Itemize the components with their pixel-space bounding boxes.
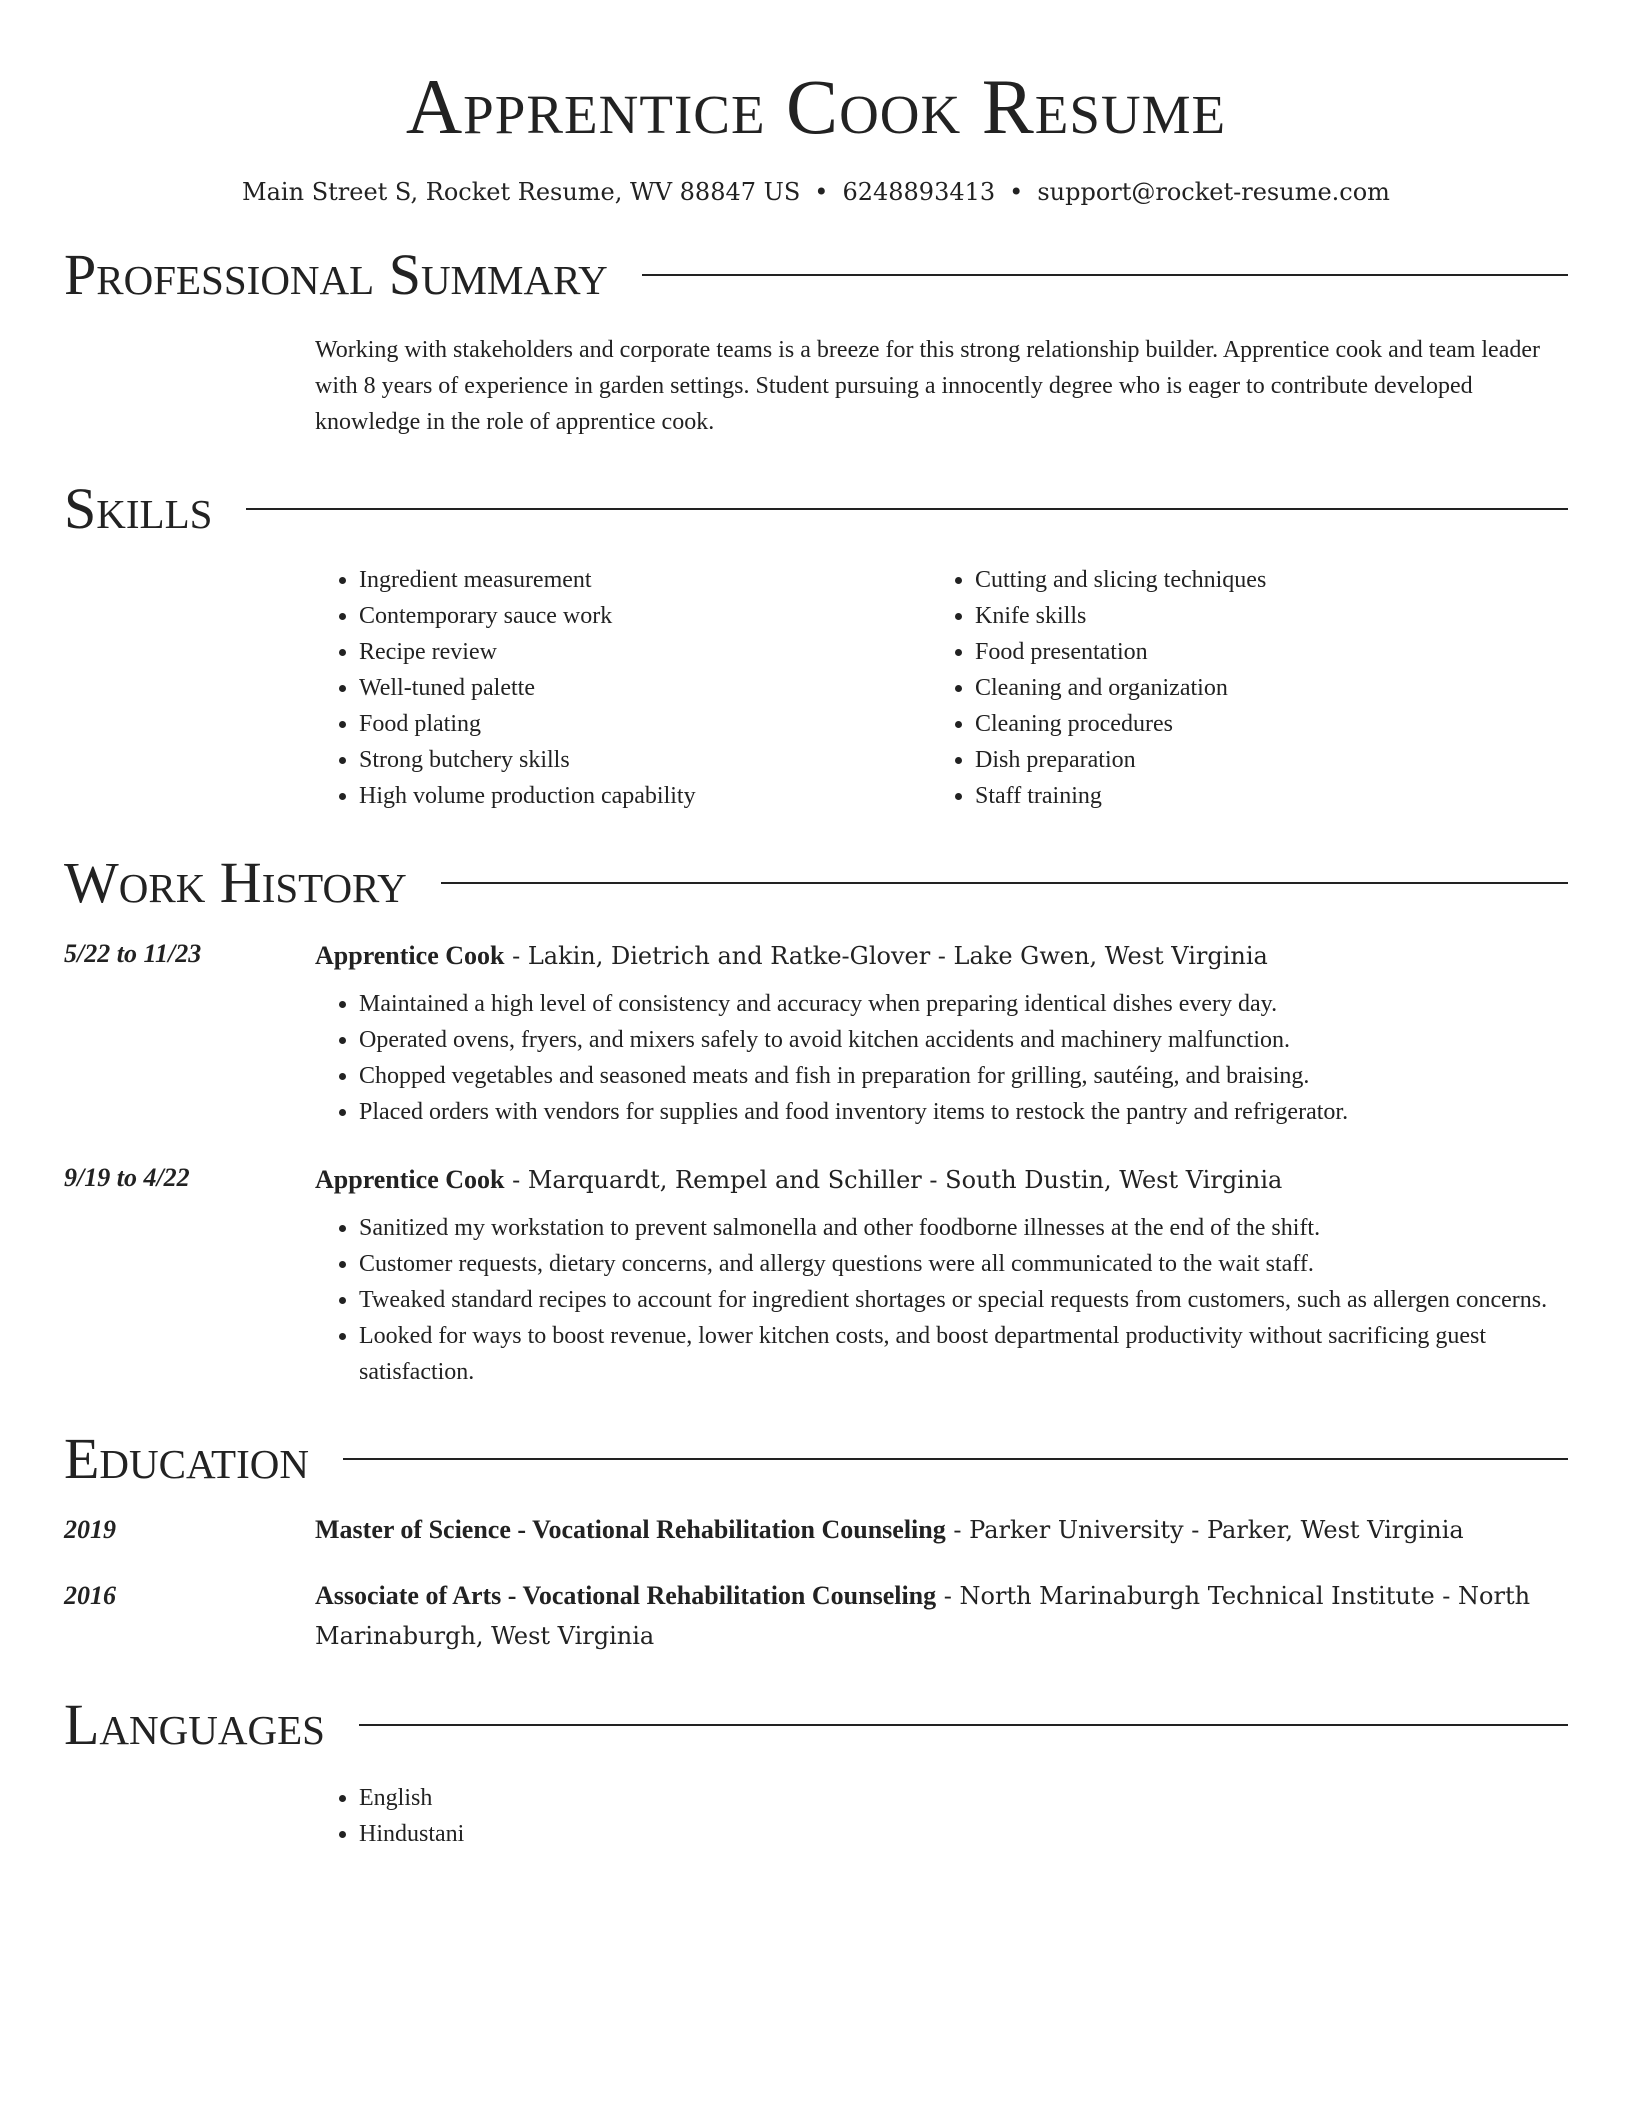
section-divider — [642, 274, 1568, 276]
skills-section-header — [64, 475, 1568, 541]
job-bullet: • Looked for ways to boost revenue, lower kitchen costs, and boost departmental productivity without sacrificing guest satisfaction. — [359, 1318, 1568, 1390]
section-divider — [441, 882, 1568, 884]
skill-item: • Knife skills — [975, 598, 1547, 634]
job-bullets — [315, 1210, 1568, 1390]
skill-item: • Cleaning procedures — [975, 706, 1547, 742]
skill-item: • Cutting and slicing techniques — [975, 562, 1547, 598]
skill-item: • Dish preparation — [975, 742, 1547, 778]
education-entry — [64, 1510, 1568, 1550]
education-school: - Parker University - Parker, West Virginia — [945, 1515, 1464, 1544]
education-year: 2016 — [64, 1580, 116, 1610]
summary-text: Working with stakeholders and corporate teams is a breeze for this strong relationship builder. Apprentice cook and team leader with 8 years of experience in garden settings. Student pursuing a innocently degree who is eager to contribute developed knowledge in the role of apprentice cook. — [315, 336, 1541, 435]
language-item: • Hindustani — [359, 1816, 1568, 1852]
job-dates: 5/22 to 11/23 — [64, 938, 202, 968]
resume-title: Apprentice Cook Resume — [405, 63, 1227, 150]
address: Main Street S, Rocket Resume, WV 88847 US — [242, 177, 801, 206]
skill-item: • Food presentation — [975, 634, 1547, 670]
section-title-work-history: Work History — [64, 849, 407, 915]
language-item: • English — [359, 1780, 1568, 1816]
work-section-header — [64, 849, 1568, 915]
section-title-education: Education — [64, 1425, 309, 1491]
skill-item: • Food plating — [359, 706, 931, 742]
separator-dot: • — [1009, 177, 1024, 206]
skills-column-left — [315, 562, 931, 814]
separator-dot: • — [814, 177, 829, 206]
job-dates: 9/19 to 4/22 — [64, 1162, 190, 1192]
skill-item: • Well-tuned palette — [359, 670, 931, 706]
languages-section-header — [64, 1691, 1568, 1757]
job-title: Apprentice Cook — [315, 940, 505, 970]
skill-item: • Contemporary sauce work — [359, 598, 931, 634]
job-bullets — [315, 986, 1568, 1130]
job-bullet: • Placed orders with vendors for supplies and food inventory items to restock the pantry and refrigerator. — [359, 1094, 1568, 1130]
education-school: - North Marinaburgh Technical Institute - North Marinaburgh, West Virginia — [315, 1581, 1531, 1650]
phone: 6248893413 — [842, 177, 996, 206]
job-heading — [315, 936, 1568, 976]
skill-item: • Staff training — [975, 778, 1547, 814]
job-bullet: • Operated ovens, fryers, and mixers safely to avoid kitchen accidents and machinery malfunction. — [359, 1022, 1568, 1058]
section-divider — [343, 1458, 1568, 1460]
email: support@rocket-resume.com — [1037, 177, 1390, 206]
skills-column-right — [931, 562, 1547, 814]
skills-list — [315, 562, 1568, 814]
job-entry — [64, 936, 1568, 1130]
job-bullet: • Tweaked standard recipes to account for ingredient shortages or special requests from customers, such as allergen concerns. — [359, 1282, 1568, 1318]
job-bullet: • Sanitized my workstation to prevent salmonella and other foodborne illnesses at the end of the shift. — [359, 1210, 1568, 1246]
education-degree: Associate of Arts - Vocational Rehabilitation Counseling — [315, 1580, 937, 1610]
contact-line — [64, 178, 1568, 206]
education-degree: Master of Science - Vocational Rehabilitation Counseling — [315, 1514, 946, 1544]
job-employer: - Marquardt, Rempel and Schiller - South Dustin, West Virginia — [504, 1165, 1283, 1194]
skill-item: • Cleaning and organization — [975, 670, 1547, 706]
job-entry — [64, 1160, 1568, 1390]
job-bullet: • Customer requests, dietary concerns, and allergy questions were all communicated to the wait staff. — [359, 1246, 1568, 1282]
job-employer: - Lakin, Dietrich and Ratke-Glover - Lake Gwen, West Virginia — [504, 941, 1268, 970]
education-entry — [64, 1576, 1568, 1656]
section-divider — [359, 1724, 1568, 1726]
section-title-skills: Skills — [64, 475, 213, 541]
skill-item: • Recipe review — [359, 634, 931, 670]
skill-item: • High volume production capability — [359, 778, 931, 814]
languages-list — [315, 1780, 1568, 1852]
job-heading — [315, 1160, 1568, 1200]
summary-section-header — [64, 241, 1568, 307]
skill-item: • Ingredient measurement — [359, 562, 931, 598]
section-divider — [246, 508, 1568, 510]
job-title: Apprentice Cook — [315, 1164, 505, 1194]
education-section-header — [64, 1425, 1568, 1491]
job-bullet: • Chopped vegetables and seasoned meats and fish in preparation for grilling, sautéing, and braising. — [359, 1058, 1568, 1094]
education-year: 2019 — [64, 1514, 116, 1544]
job-bullet: • Maintained a high level of consistency and accuracy when preparing identical dishes every day. — [359, 986, 1568, 1022]
skill-item: • Strong butchery skills — [359, 742, 931, 778]
section-title-summary: Professional Summary — [64, 241, 608, 307]
section-title-languages: Languages — [64, 1691, 325, 1757]
